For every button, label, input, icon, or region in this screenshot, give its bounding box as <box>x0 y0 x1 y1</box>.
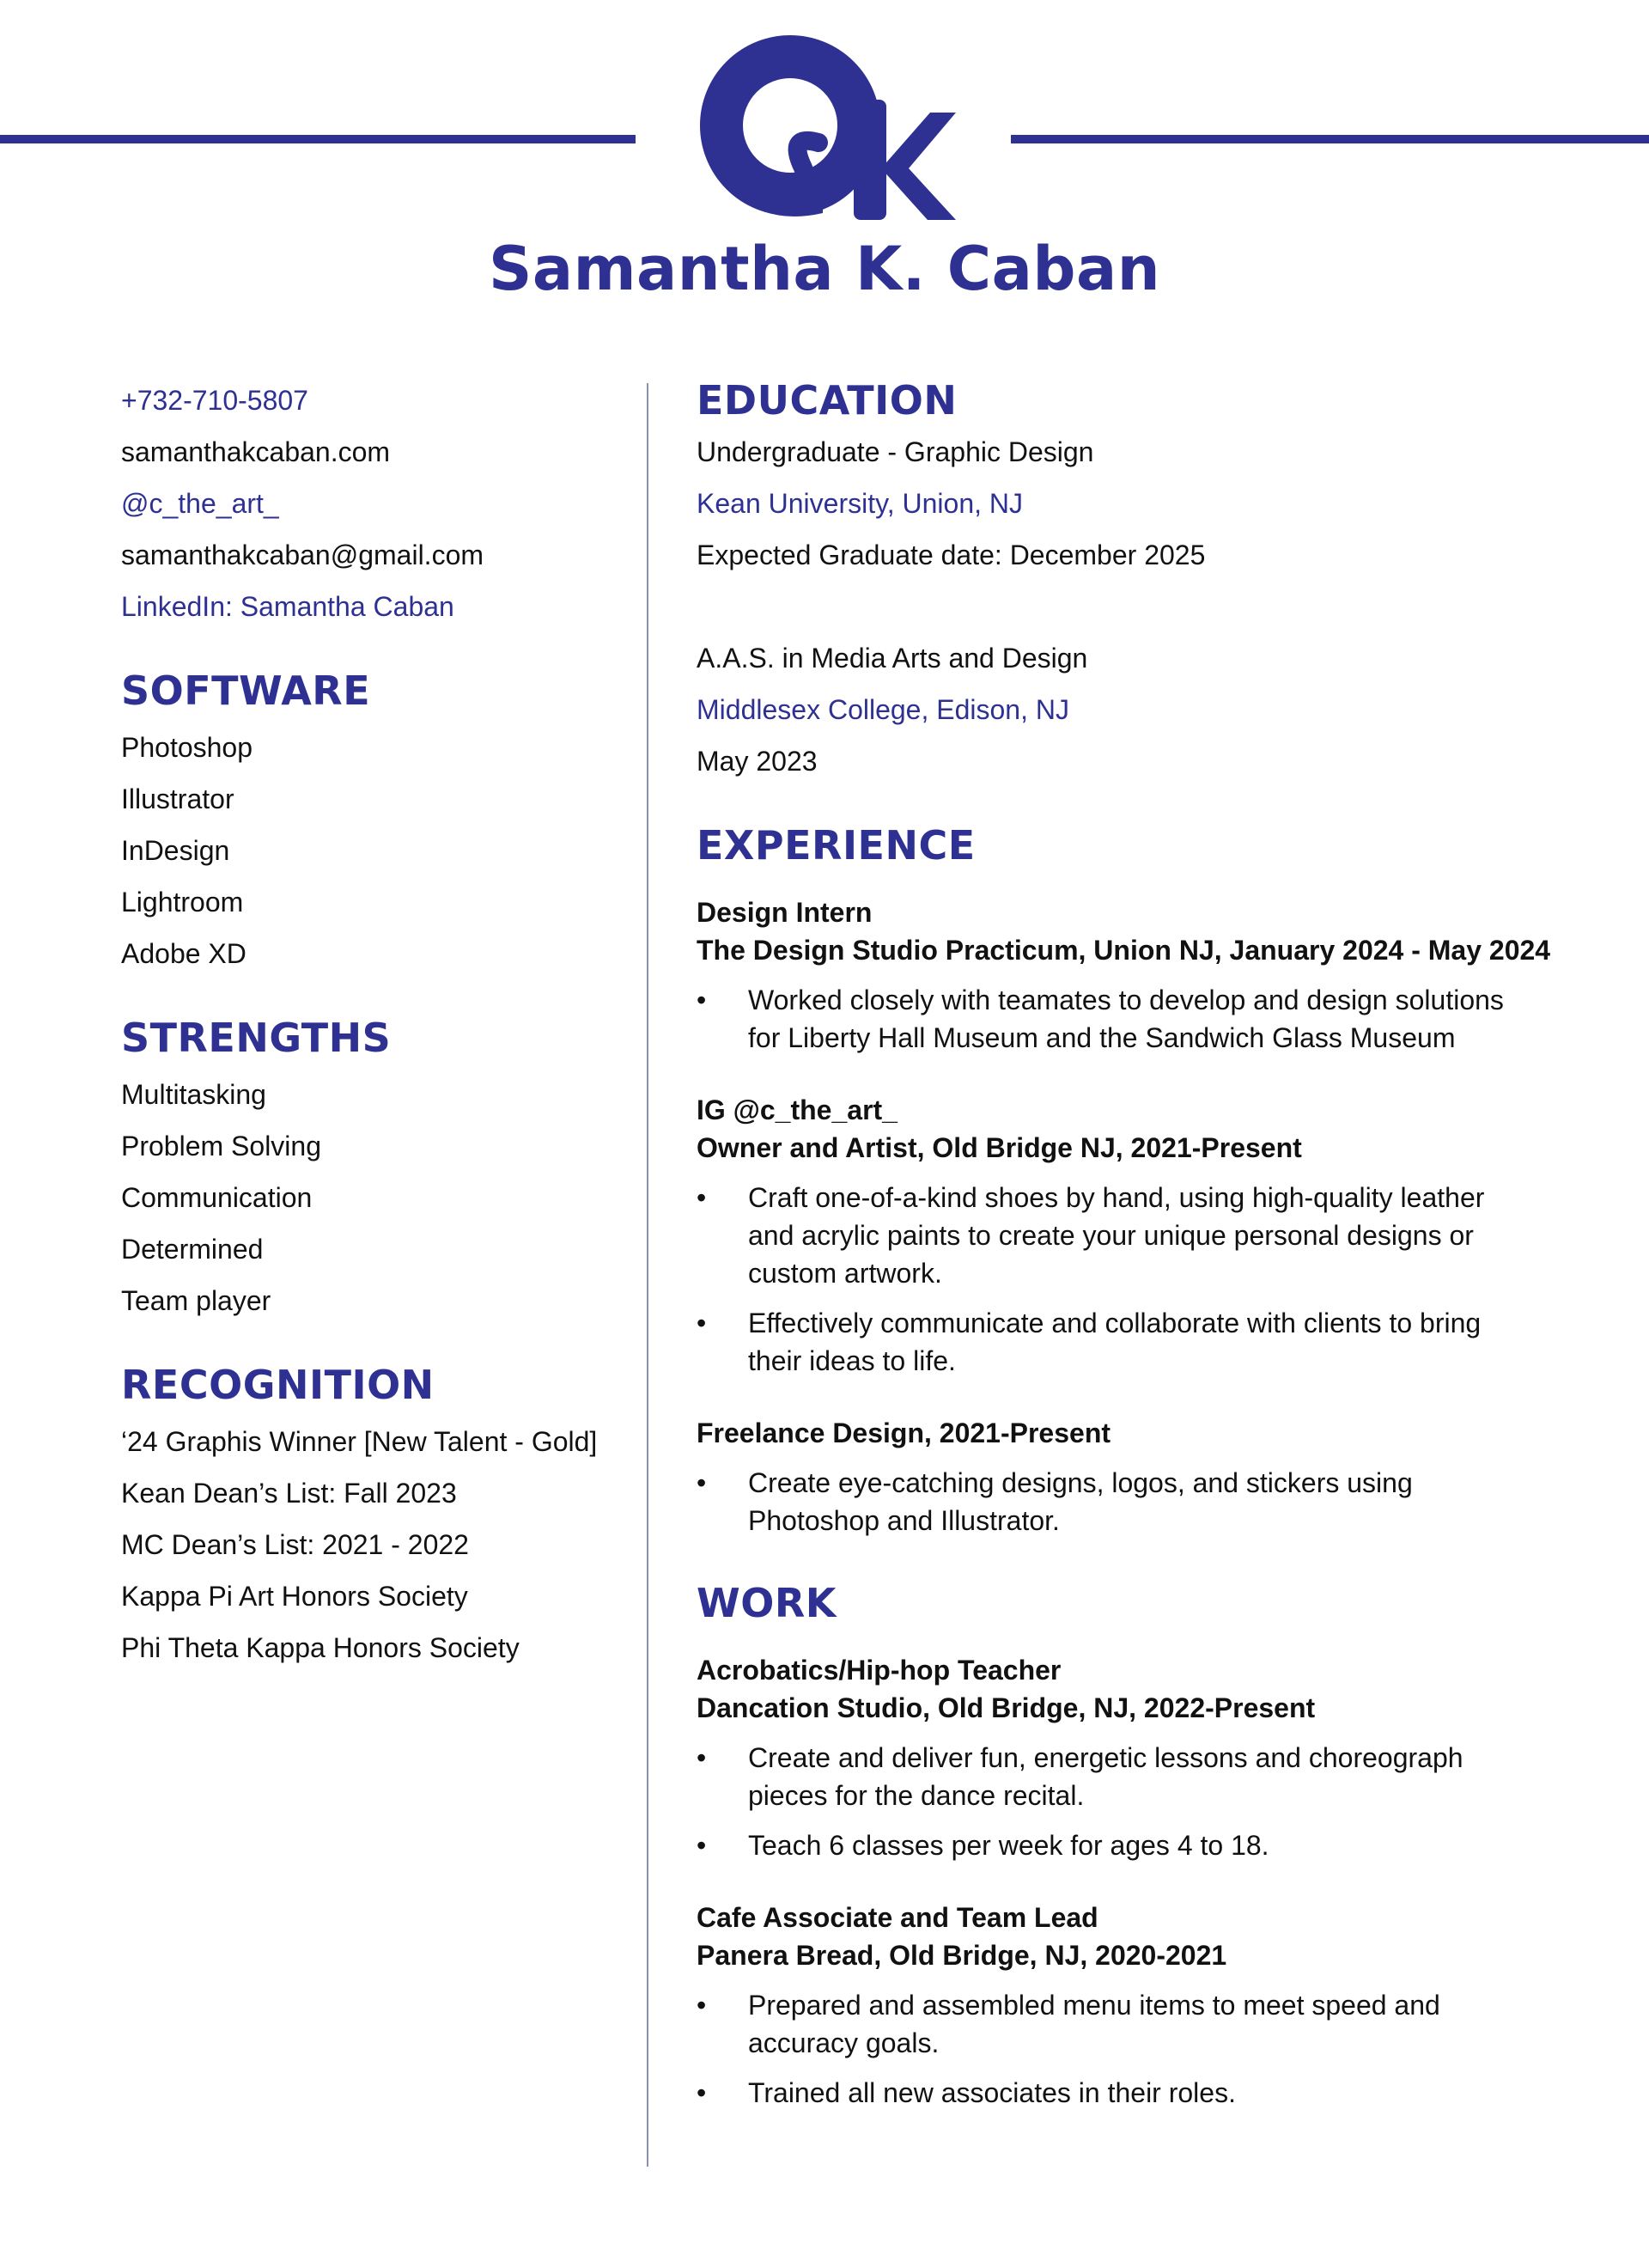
bullet-item <box>697 2074 1521 2112</box>
linkedin-link[interactable]: LinkedIn: Samantha Caban <box>121 591 454 622</box>
bullet-dot-icon: • <box>697 985 707 1015</box>
experience-section <box>697 820 1555 1539</box>
entry-title: Acrobatics/Hip-hop Teacher <box>697 1655 1062 1686</box>
recognition-item: MC Dean’s List: 2021 - 2022 <box>121 1529 469 1560</box>
entry-title: IG @c_the_art_ <box>697 1094 898 1125</box>
bullet-text: Prepared and assembled menu items to meet speed and accuracy goals. <box>748 1990 1440 2058</box>
bullet-text: Teach 6 classes per week for ages 4 to 18. <box>748 1830 1269 1861</box>
phone-link[interactable]: +732-710-5807 <box>121 385 308 416</box>
header-rule-right <box>1011 135 1649 143</box>
software-item: InDesign <box>121 835 230 866</box>
strengths-heading: STRENGTHS <box>121 1015 392 1061</box>
bullet-text: Trained all new associates in their roles. <box>748 2077 1236 2108</box>
sk-monogram-logo-icon <box>694 31 958 227</box>
education-spacer <box>697 581 1555 632</box>
education-degree: Undergraduate - Graphic Design <box>697 436 1094 467</box>
entry-subtitle: Dancation Studio, Old Bridge, NJ, 2022-Present <box>697 1692 1316 1723</box>
bullet-text: Craft one-of-a-kind shoes by hand, using high-quality leather and acrylic paints to create your unique personal designs or custom artwork. <box>748 1182 1485 1289</box>
strength-item: Determined <box>121 1234 264 1265</box>
recognition-heading: RECOGNITION <box>121 1362 435 1408</box>
right-column <box>697 375 1555 2112</box>
website-text: samanthakcaban.com <box>121 436 391 467</box>
contact-block <box>121 375 636 632</box>
strength-item: Multitasking <box>121 1079 266 1110</box>
education-school: Middlesex College, Edison, NJ <box>697 694 1069 725</box>
education-school: Kean University, Union, NJ <box>697 488 1023 519</box>
education-section <box>697 375 1555 787</box>
experience-entry <box>697 893 1555 1057</box>
work-heading: WORK <box>697 1580 837 1626</box>
bullet-dot-icon: • <box>697 1467 707 1498</box>
bullet-item <box>697 1464 1521 1539</box>
strength-item: Team player <box>121 1285 271 1316</box>
entry-subtitle: The Design Studio Practicum, Union NJ, January 2024 - May 2024 <box>697 935 1551 966</box>
experience-entry <box>697 1414 1555 1539</box>
bullet-dot-icon: • <box>697 1182 707 1213</box>
header-rule-left <box>0 135 636 143</box>
recognition-item: Kean Dean’s List: Fall 2023 <box>121 1478 457 1509</box>
strength-item: Communication <box>121 1182 313 1213</box>
email-text: samanthakcaban@gmail.com <box>121 540 484 570</box>
recognition-item: ‘24 Graphis Winner [New Talent - Gold] <box>121 1426 598 1457</box>
education-degree: A.A.S. in Media Arts and Design <box>697 643 1088 674</box>
bullet-dot-icon: • <box>697 1308 707 1338</box>
bullet-item <box>697 1986 1521 2062</box>
bullet-item <box>697 1739 1521 1814</box>
bullet-text: Create eye-catching designs, logos, and stickers using Photoshop and Illustrator. <box>748 1467 1413 1536</box>
recognition-item: Phi Theta Kappa Honors Society <box>121 1632 520 1663</box>
strengths-section <box>121 1012 636 1326</box>
bullet-text: Effectively communicate and collaborate with clients to bring their ideas to life. <box>748 1308 1482 1376</box>
software-section <box>121 665 636 979</box>
bullet-dot-icon: • <box>697 1742 707 1773</box>
software-item: Illustrator <box>121 783 234 814</box>
bullet-item <box>697 1179 1521 1292</box>
education-date: Expected Graduate date: December 2025 <box>697 540 1206 570</box>
column-divider <box>647 383 648 2167</box>
experience-entry <box>697 1091 1555 1380</box>
bullet-dot-icon: • <box>697 1830 707 1861</box>
software-heading: SOFTWARE <box>121 668 371 714</box>
entry-subtitle: Panera Bread, Old Bridge, NJ, 2020-2021 <box>697 1940 1227 1971</box>
work-entry <box>697 1899 1555 2112</box>
entry-title: Cafe Associate and Team Lead <box>697 1902 1098 1933</box>
left-column <box>121 375 636 1674</box>
recognition-section <box>121 1359 636 1674</box>
bullet-text: Create and deliver fun, energetic lessons and choreograph pieces for the dance recital. <box>748 1742 1463 1811</box>
bullet-dot-icon: • <box>697 1990 707 2021</box>
education-heading: EDUCATION <box>697 377 958 424</box>
bullet-dot-icon: • <box>697 2077 707 2108</box>
candidate-name: Samantha K. Caban <box>488 234 1161 304</box>
instagram-link[interactable]: @c_the_art_ <box>121 488 279 519</box>
entry-title: Design Intern <box>697 897 873 928</box>
software-item: Lightroom <box>121 887 244 918</box>
bullet-text: Worked closely with teamates to develop and design solutions for Liberty Hall Museum and the Sandwich Glass Museum <box>748 985 1504 1053</box>
recognition-item: Kappa Pi Art Honors Society <box>121 1581 468 1612</box>
bullet-item <box>697 1304 1521 1380</box>
software-item: Adobe XD <box>121 938 246 969</box>
entry-subtitle: Owner and Artist, Old Bridge NJ, 2021-Present <box>697 1132 1302 1163</box>
software-item: Photoshop <box>121 732 253 763</box>
work-section <box>697 1577 1555 2112</box>
experience-heading: EXPERIENCE <box>697 822 976 869</box>
entry-title: Freelance Design, 2021-Present <box>697 1418 1111 1448</box>
bullet-item <box>697 981 1521 1057</box>
education-date: May 2023 <box>697 746 818 777</box>
work-entry <box>697 1651 1555 1864</box>
bullet-item <box>697 1826 1521 1864</box>
strength-item: Problem Solving <box>121 1131 321 1161</box>
